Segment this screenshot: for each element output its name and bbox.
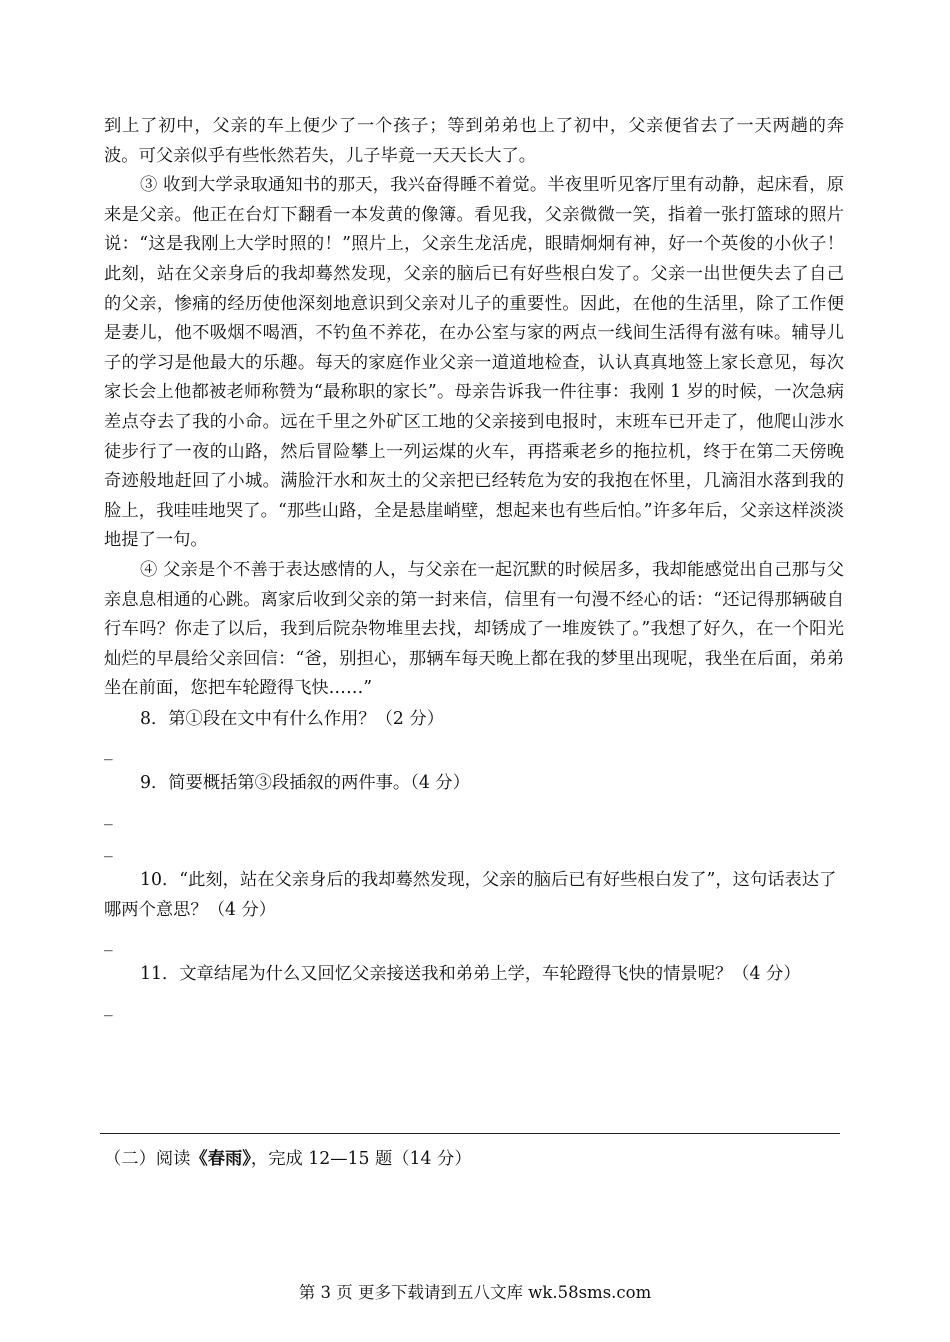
answer-blank[interactable]: _ xyxy=(104,741,113,762)
question-8: 8．第①段在文中有什么作用？（2 分） xyxy=(140,708,444,729)
answer-blank[interactable]: _ xyxy=(104,932,113,953)
page-footer: 第 3 页 更多下载请到五八文库 wk.58sms.com xyxy=(298,1283,652,1302)
section-suffix: ，完成 12—15 题（14 分） xyxy=(250,1149,472,1169)
question-9: 9．简要概括第③段插叙的两件事。（4 分） xyxy=(140,773,470,794)
question-11: 11．文章结尾为什么又回忆父亲接送我和弟弟上学，车轮蹬得飞快的情景呢？（4 分） xyxy=(140,964,801,985)
answer-blank[interactable]: _ xyxy=(104,996,113,1017)
section-prefix: （二）阅读 xyxy=(104,1149,191,1169)
paragraph-1-continuation: 到上了初中，父亲的车上便少了一个孩子；等到弟弟也上了初中，父亲便省去了一天两趟的奔波。可父亲似乎有些怅然若失，儿子毕竟一天天长大了。 xyxy=(104,116,844,166)
question-10: 10．“此刻，站在父亲身后的我却蓦然发现，父亲的脑后已有好些根白发了”，这句话表达了哪两个意思？（4 分） xyxy=(104,870,837,920)
answer-blank[interactable]: _ xyxy=(104,838,113,859)
answer-blank[interactable]: _ xyxy=(104,806,113,827)
section-article-title: 《春雨》 xyxy=(190,1149,251,1169)
reading-passage xyxy=(104,112,844,1025)
paragraph-3: ③ 收到大学录取通知书的那天，我兴奋得睡不着觉。半夜里听见客厅里有动静，起床看，原来是父亲。他正在台灯下翻看一本发黄的像簿。看见我，父亲微微一笑，指着一张打篮球的照片说：“这是我刚上大学时照的！”照片上，父亲生龙活虎，眼睛炯炯有神，好一个英俊的小伙子！此刻，站在父亲身后的我却蓦然发现，父亲的脑后已有好些根白发了。父亲一出世便失去了自己的父亲，惨痛的经历使他深刻地意识到父亲对儿子的重要性。因此，在他的生活里，除了工作便是妻儿，他不吸烟不喝酒，不钓鱼不养花，在办公室与家的两点一线间生活得有滋有味。辅导儿子的学习是他最大的乐趣。每天的家庭作业父亲一道道地检查，认认真真地签上家长意见，每次家长会上他都被老师称赞为“最称职的家长”。母亲告诉我一件往事：我刚 1 岁的时候，一次急病差点夺去了我的小命。远在千里之外矿区工地的父亲接到电报时，末班车已开走了，他爬山涉水徒步行了一夜的山路，然后冒险攀上一列运煤的火车，再搭乘老乡的拖拉机，终于在第二天傍晚奇迹般地赶回了小城。满脸汗水和灰土的父亲把已经转危为安的我抱在怀里，几滴泪水落到我的脸上，我哇哇地哭了。“那些山路，全是悬崖峭壁，想起来也有些后怕。”许多年后，父亲这样淡淡地提了一句。 xyxy=(104,175,844,551)
section-heading xyxy=(104,1145,472,1173)
paragraph-4: ④ 父亲是个不善于表达感情的人，与父亲在一起沉默的时候居多，我却能感觉出自己那与父亲息息相通的心跳。离家后收到父亲的第一封来信，信里有一句漫不经心的话：“还记得那辆破自行车吗？你走了以后，我到后院杂物堆里去找，却锈成了一堆废铁了。”我想了好久，在一个阳光灿烂的早晨给父亲回信：“爸，别担心，那辆车每天晚上都在我的梦里出现呢，我坐在后面，弟弟坐在前面，您把车轮蹬得飞快……” xyxy=(104,559,844,699)
section-divider xyxy=(100,1133,840,1134)
